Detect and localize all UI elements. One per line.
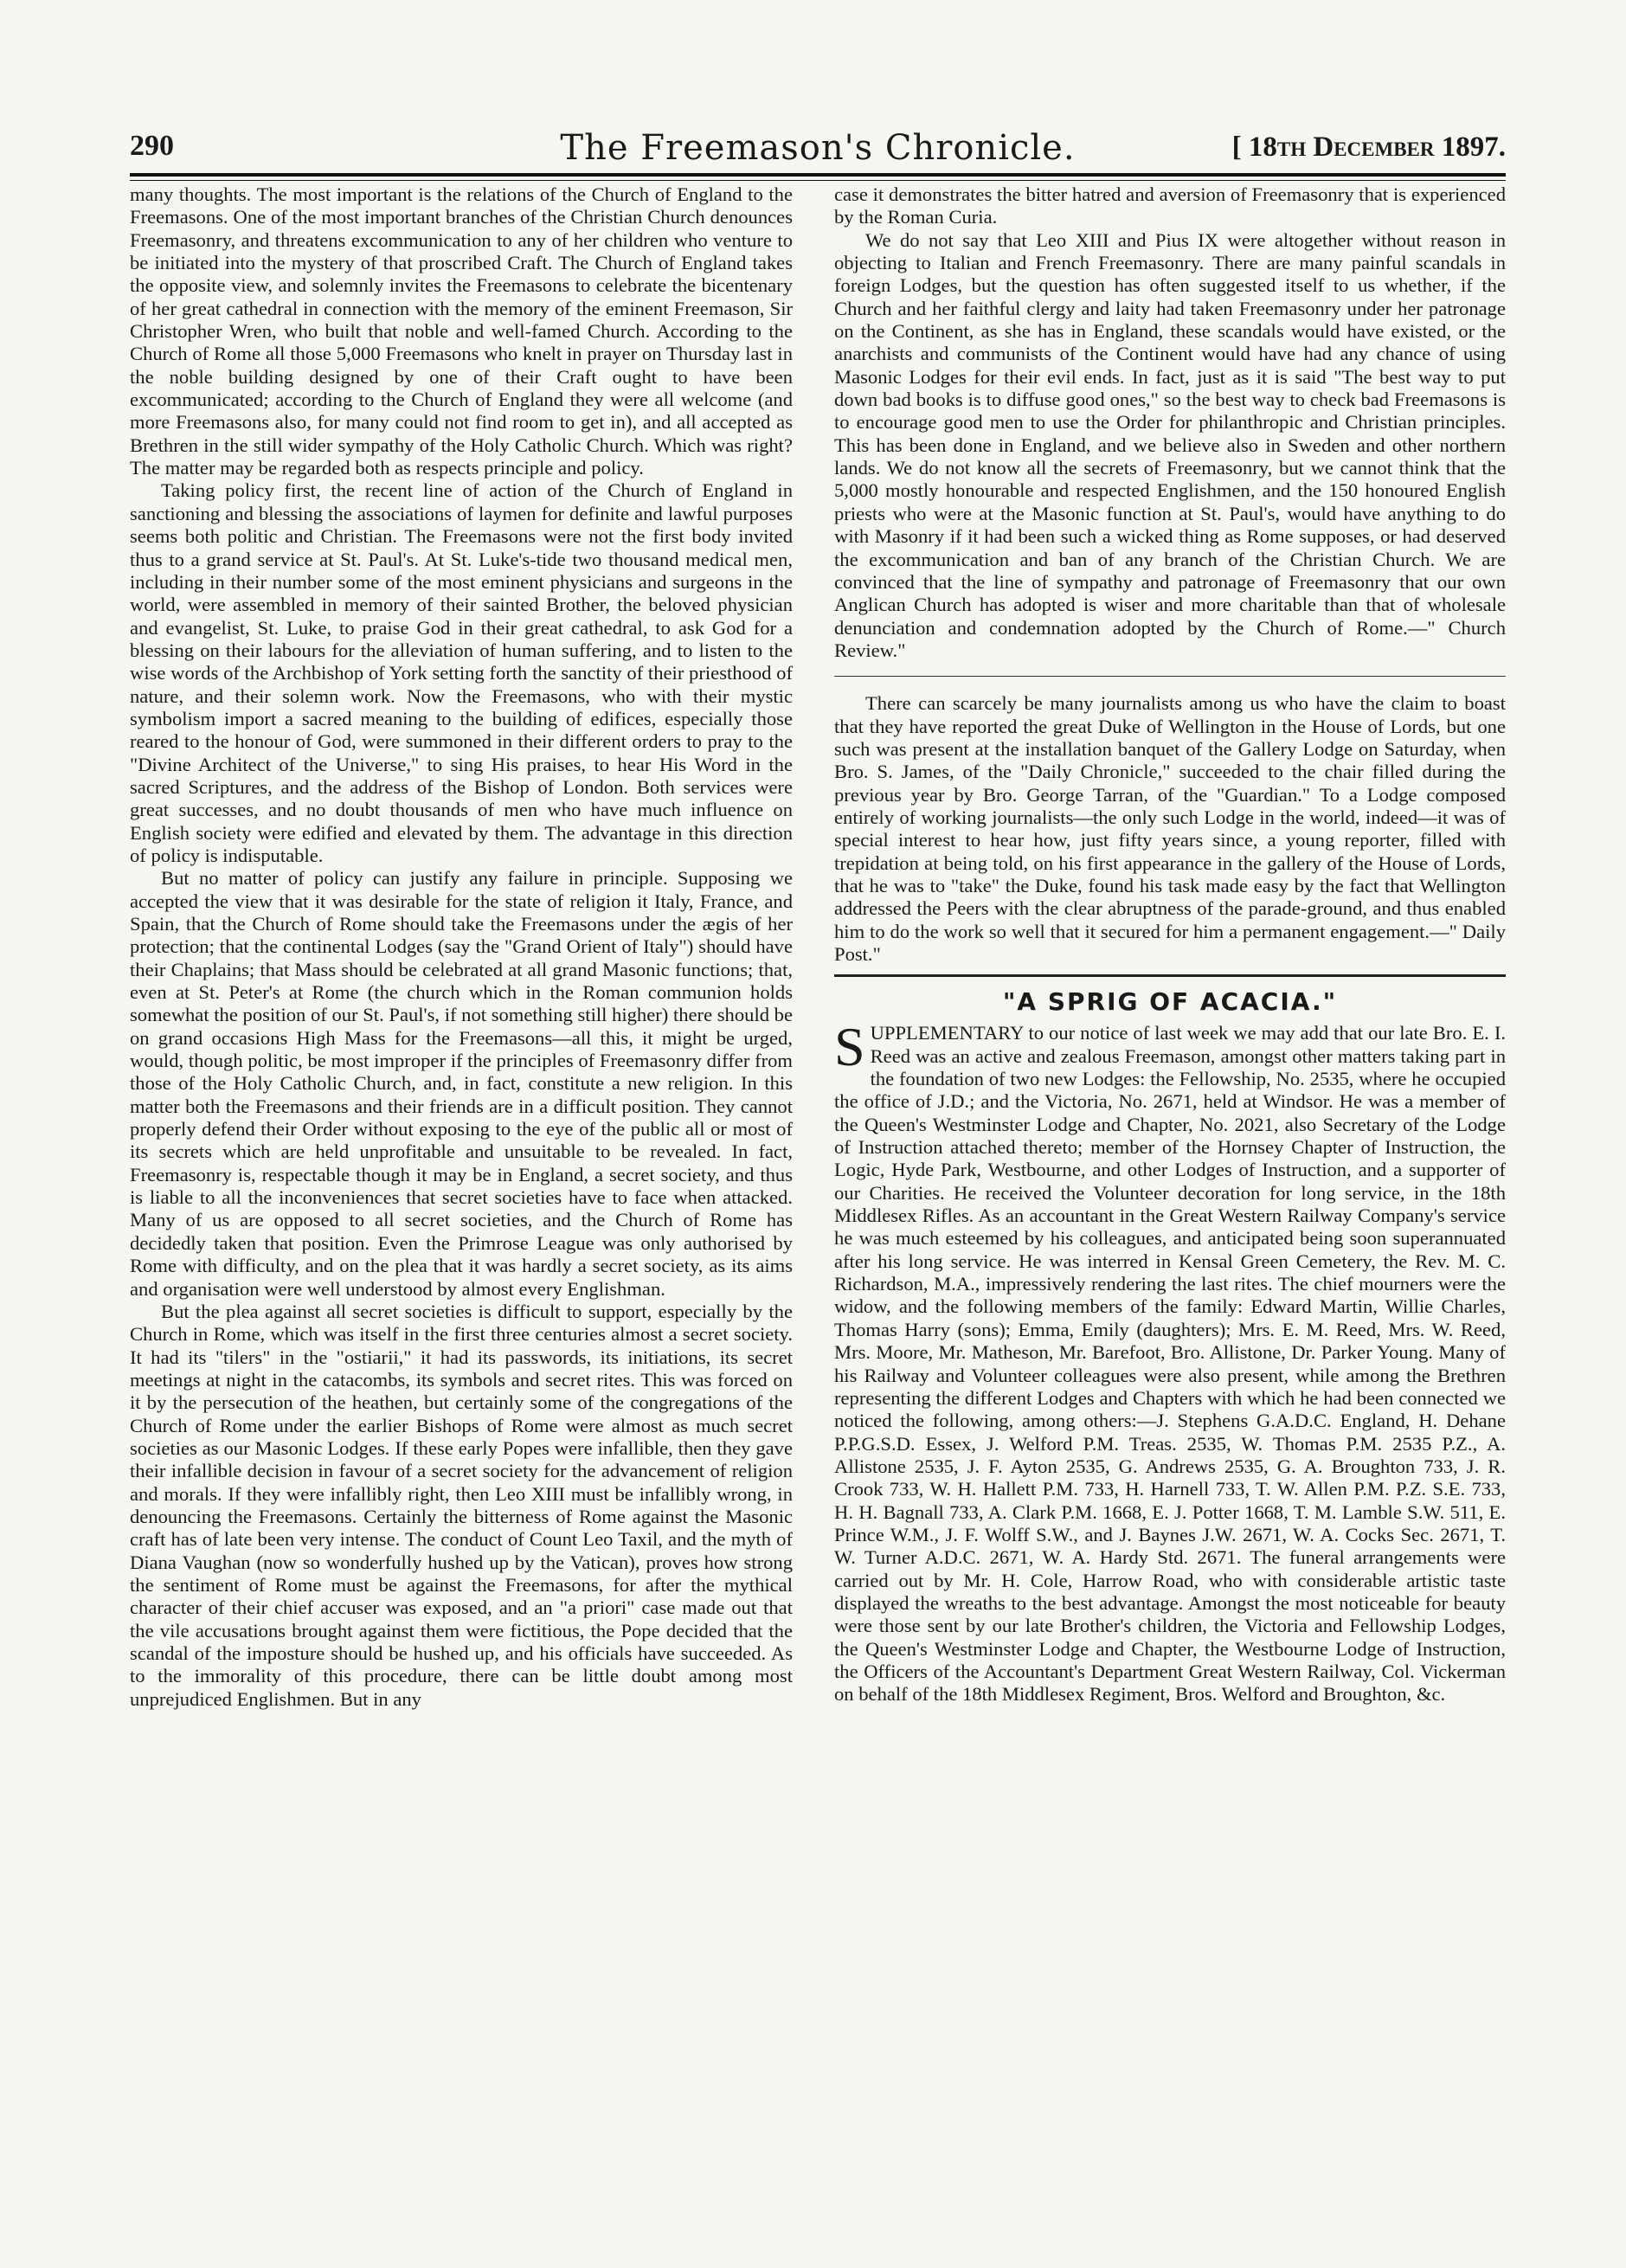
masthead: The Freemason's Chronicle. — [560, 128, 1076, 168]
left-column — [130, 183, 793, 1711]
paragraph: But no matter of policy can justify any failure in principle. Supposing we accepted the view that it was desirable for the state of religion it Italy, France, and Spain, that the Church of Rome should take the Freemasons under the ægis of her protection; that the continental Lodges (say the "Grand Orient of Italy") should have their Chaplains; that Mass should be celebrated at all grand Masonic functions; that, even at St. Peter's at Rome (the church which in the Roman communion holds somewhat the position of our St. Paul's, if not something still higher) there should be on grand occasions High Mass for the Freemasons—all this, it might be urged, would, though politic, be most improper if the principles of Freemasonry differ from those of the Holy Catholic Church, and, in fact, constitute a new religion. In this matter both the Freemasons and their friends are in a difficult position. They cannot properly defend their Order without exposing to the eye of the public all or most of its secrets which are held unprofitable and unsuitable to be revealed. In fact, Freemasonry is, respectable though it may be in England, a secret society, and thus is liable to all the inconveniences that secret societies have to face when attacked. Many of us are opposed to all secret societies, and the Church of Rome has decidedly taken that position. Even the Primrose League was only authorised by Rome with difficulty, and on the plea that it was hardly a secret society, as its aims and organisation were well understood by almost every Englishman. — [130, 867, 793, 1300]
header-rule — [130, 173, 1506, 177]
page-header — [130, 128, 1506, 171]
article-title: "A SPRIG OF ACACIA." — [1002, 987, 1338, 1017]
paragraph: But the plea against all secret societies is difficult to support, especially by the Church in Rome, which was itself in the first three centuries almost a secret society. It had its "tilers" in the "ostiarii," it had its passwords, its initiations, its secret meetings at night in the catacombs, its symbols and secret rites. This was forced on it by the persecution of the heathen, but certainly some of the congregations of the Church of Rome under the earlier Bishops of Rome were almost as much secret societies as our Masonic Lodges. If these early Popes were infallible, then they gave their infallible decision in favour of a secret society for the advancement of religion and morals. If they were infallibly right, then Leo XIII must be infallibly wrong, in denouncing the Freemasons. Certainly the bitterness of Rome against the Masonic craft has of late been very intense. The conduct of Count Leo Taxil, and the myth of Diana Vaughan (now so wonderfully hushed up by the Vatican), proves how strong the sentiment of Rome must be against the Freemasons, for after the mythical character of their chief accuser was exposed, and an "a priori" case made out that the vile accusations brought against them were fictitious, the Pope decided that the scandal of the imposture should be hushed up, and his officials have succeeded. As to the immorality of this procedure, there can be little doubt among most unprejudiced Englishmen. But in any — [130, 1300, 793, 1710]
right-column — [834, 183, 1506, 1706]
issue-date: [ 18th December 1897. — [1231, 132, 1506, 163]
article-divider — [834, 974, 1506, 977]
header-rule-thin — [130, 180, 1506, 181]
paragraph: Taking policy first, the recent line of action of the Church of England in sanctioning and blessing the associations of laymen for definite and lawful purposes seems both politic and Christian. The Freemasons were not the first body invited thus to a grand service at St. Paul's. At St. Luke's-tide two thousand medical men, including in their number some of the most eminent physicians and surgeons in the world, were assembled in memory of their sainted Brother, the beloved physician and evangelist, St. Luke, to praise God in their great cathedral, to ask God for a blessing on their labours for the alleviation of human suffering, and to listen to the wise words of the Archbishop of York setting forth the sanctity of their priesthood of nature, and their solemn work. Now the Freemasons, who with their mystic symbolism import a sacred meaning to the building of edifices, especially those reared to the honour of God, were summoned in their different orders to pray to the "Divine Architect of the Universe," to sing His praises, to hear His Word in the sacred Scriptures, and the address of the Bishop of London. Both services were great successes, and no doubt thousands of men who have much influence on English society were edified and elevated by them. The advantage in this direction of policy is indisputable. — [130, 479, 793, 866]
paragraph: many thoughts. The most important is the relations of the Church of England to the Freemasons. One of the most important branches of the Christian Church denounces Freemasonry, and threatens excommunication to any of her children who venture to be initiated into the mystery of that proscribed Craft. The Church of England takes the opposite view, and solemnly invites the Freemasons to celebrate the bicentenary of her great cathedral in connection with the memory of the eminent Freemason, Sir Christopher Wren, who built that noble and well-famed Church. According to the Church of Rome all those 5,000 Freemasons who knelt in prayer on Thursday last in the noble building designed by one of their Craft ought to have been excommunicated; according to the Church of England they were all welcome (and more Freemasons also, for many could not find room to get in), and all accepted as Brethren in the still wider sympathy of the Holy Catholic Church. Which was right? The matter may be regarded both as respects principle and policy. — [130, 183, 793, 479]
paragraph: We do not say that Leo XIII and Pius IX were altogether without reason in objecting to Italian and French Freemasonry. There are many painful scandals in foreign Lodges, but the question has often suggested itself to us whether, if the Church and her faithful clergy and laity had taken Freemasonry under her patronage on the Continent, as she has in England, these scandals would have existed, or the anarchists and communists of the Continent would have had any chance of using Masonic Lodges for their evil ends. In fact, just as it is said "The best way to put down bad books is to diffuse good ones," so the best way to check bad Freemasons is to encourage good men to use the Order for philanthropic and Christian principles. This has been done in England, and we believe also in Sweden and other northern lands. We do not know all the secrets of Freemasonry, but we cannot think that the 5,000 mostly honourable and respected Englishmen, and the 150 honoured English priests who were at the Masonic function at St. Paul's, would have anything to do with Masonry if it had been such a wicked thing as Rome supposes, or had deserved the excommunication and ban of any branch of the Christian Church. We are convinced that the line of sympathy and patronage of Freemasonry that our own Anglican Church has adopted is wiser and more charitable than that of wholesale denunciation and condemnation adopted by the Church of Rome.—" Church Review." — [834, 228, 1506, 661]
article-divider — [834, 676, 1506, 677]
drop-cap: S — [834, 1016, 865, 1078]
paragraph: There can scarcely be many journalists among us who have the claim to boast that they have reported the great Duke of Wellington in the House of Lords, but one such was present at the installation banquet of the Gallery Lodge on Saturday, when Bro. S. James, of the "Daily Chronicle," succeeded to the chair filled during the previous year by Bro. George Tarran, of the "Guardian." To a Lodge composed entirely of working journalists—the only such Lodge in the world, indeed—it was of special interest to hear how, just fifty years since, a young reporter, filled with trepidation at being told, on his first appearance in the gallery of the House of Lords, that he was to "take" the Duke, found his task made easy by the fact that Wellington addressed the Peers with the clear abruptness of the parade-ground, and thus enabled him to do the work so well that it secured for him a permanent engagement.—" Daily Post." — [834, 692, 1506, 965]
paragraph: case it demonstrates the bitter hatred and aversion of Freemasonry that is experienced by the Roman Curia. — [834, 183, 1506, 228]
article-body: UPPLEMENTARY to our notice of last week we may add that our late Bro. E. I. Reed was an active and zealous Freemason, amongst other matters taking part in the foundation of two new Lodges: the Fellowship, No. 2535, where he occupied the office of J.D.; and the Victoria, No. 2671, held at Windsor. He was a member of the Queen's Westminster Lodge and Chapter, No. 2021, also Secretary of the Lodge of Instruction attached thereto; member of the Hornsey Chapter of Instruction, the Logic, Hyde Park, Westbourne, and other Lodges of Instruction, and a supporter of our Charities. He received the Volunteer decoration for long service, in the 18th Middlesex Rifles. As an accountant in the Great Western Railway Company's service he was much esteemed by his colleagues, and anticipated being soon superannuated after his long service. He was interred in Kensal Green Cemetery, the Rev. M. C. Richardson, M.A., impressively rendering the last rites. The chief mourners were the widow, and the following members of the family: Edward Martin, Willie Charles, Thomas Harry (sons); Emma, Emily (daughters); Mrs. E. M. Reed, Mrs. W. Reed, Mrs. Moore, Mr. Matheson, Mr. Barefoot, Bro. Allistone, Dr. Parker Young. Many of his Railway and Volunteer colleagues were also present, while among the Brethren representing the different Lodges and Chapters with which he had been connected we noticed the following, among others:—J. Stephens G.A.D.C. England, H. Dehane P.P.G.S.D. Essex, J. Welford P.M. Treas. 2535, W. Thomas P.M. 2535 P.Z., A. Allistone 2535, J. F. Ayton 2535, G. Andrews 2535, G. A. Broughton 733, J. R. Crook 733, W. H. Hallett P.M. 733, H. Harnell 733, T. W. Allen P.M. P.Z. S.E. 733, H. H. Bagnall 733, A. Clark P.M. 1668, E. J. Potter 1668, T. M. Lamble S.W. 511, E. Prince W.M., J. F. Wolff S.W., and J. Baynes J.W. 2671, W. A. Cocks Sec. 2671, T. W. Turner A.D.C. 2671, W. A. Hardy Std. 2671. The funeral arrangements were carried out by Mr. H. Cole, Harrow Road, who with considerable artistic taste displayed the wreaths to the best advantage. Amongst the most noticeable for beauty were those sent by our late Brother's children, the Victoria and Fellowship Lodges, the Queen's Westminster Lodge and Chapter, the Westbourne Lodge of Instruction, the Officers of the Accountant's Department Great Western Railway, Col. Vickerman on behalf of the 18th Middlesex Regiment, Bros. Welford and Broughton, &c. — [834, 1022, 1506, 1706]
paragraph — [834, 1016, 1506, 1706]
page-number: 290 — [130, 130, 174, 162]
